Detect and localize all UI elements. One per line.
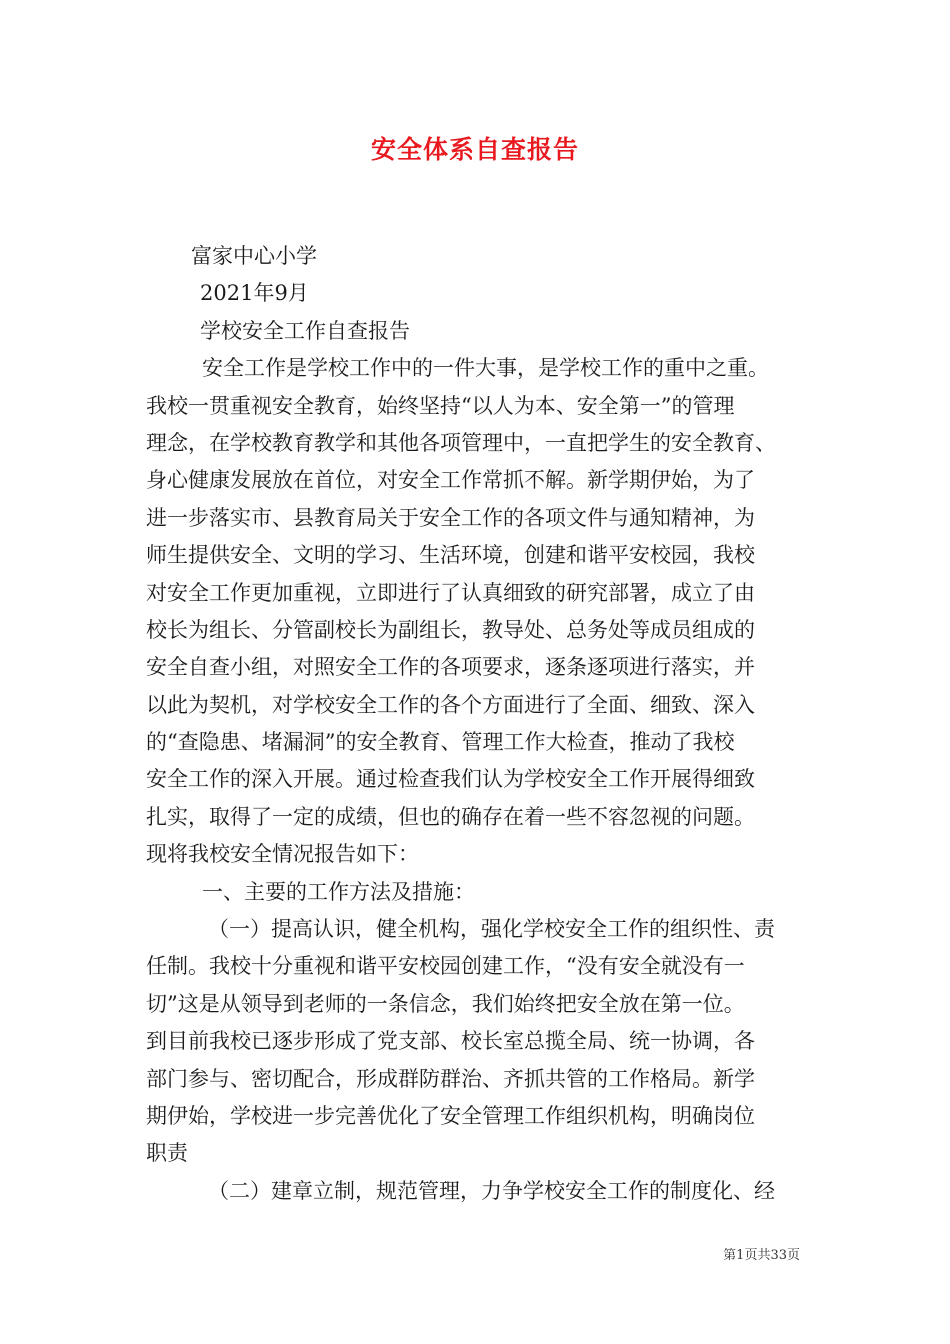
section-heading: 一、主要的工作方法及措施： (202, 879, 475, 904)
paragraph-line: 身心健康发展放在首位，对安全工作常抓不解。新学期伊始，为了 (146, 468, 755, 493)
report-subtitle: 学校安全工作自查报告 (200, 318, 410, 343)
paragraph-line: 安全自查小组，对照安全工作的各项要求，逐条逐项进行落实，并 (146, 655, 755, 680)
paragraph-line: 理念，在学校教育教学和其他各项管理中，一直把学生的安全教育、 (146, 430, 776, 455)
paragraph-line: 职责 (146, 1141, 188, 1166)
paragraph-line: 我校一贯重视安全教育，始终坚持“以人为本、安全第一”的管理 (146, 393, 735, 418)
paragraph-line: 期伊始，学校进一步完善优化了安全管理工作组织机构，明确岗位 (146, 1103, 755, 1128)
subsection-heading: （二）建章立制，规范管理，力争学校安全工作的制度化、经 (208, 1178, 775, 1203)
paragraph-line: 扎实，取得了一定的成绩，但也的确存在着一些不容忽视的问题。 (146, 804, 755, 829)
paragraph-line: 切”这是从领导到老师的一条信念，我们始终把安全放在第一位。 (146, 991, 745, 1016)
paragraph-line: 到目前我校已逐步形成了党支部、校长室总揽全局、统一协调，各 (146, 1029, 755, 1054)
paragraph-line: 部门参与、密切配合，形成群防群治、齐抓共管的工作格局。新学 (146, 1066, 755, 1091)
school-name: 富家中心小学 (191, 244, 317, 268)
paragraph-line: 现将我校安全情况报告如下： (146, 842, 419, 867)
paragraph-line: 的“查隐患、堵漏洞”的安全教育、管理工作大检查，推动了我校 (146, 730, 735, 755)
document-body (146, 238, 811, 1210)
paragraph-line: 以此为契机，对学校安全工作的各个方面进行了全面、细致、深入 (146, 692, 755, 717)
paragraph-line: 安全工作是学校工作中的一件大事，是学校工作的重中之重。 (202, 356, 769, 381)
paragraph-line: 对安全工作更加重视，立即进行了认真细致的研究部署，成立了由 (146, 580, 755, 605)
report-date: 2021年9月 (200, 281, 309, 306)
paragraph-line: 安全工作的深入开展。通过检查我们认为学校安全工作开展得细致 (146, 767, 755, 792)
document-title: 安全体系自查报告 (370, 135, 579, 164)
paragraph-line: 师生提供安全、文明的学习、生活环境，创建和谐平安校园，我校 (146, 543, 755, 568)
paragraph-line: 进一步落实市、县教育局关于安全工作的各项文件与通知精神，为 (146, 505, 755, 530)
page-number: 第1页共33页 (723, 1248, 800, 1263)
subsection-heading: （一）提高认识，健全机构，强化学校安全工作的组织性、责 (208, 917, 775, 942)
paragraph-line: 任制。我校十分重视和谐平安校园创建工作，“没有安全就没有一 (146, 954, 745, 979)
paragraph-line: 校长为组长、分管副校长为副组长，教导处、总务处等成员组成的 (146, 617, 755, 642)
